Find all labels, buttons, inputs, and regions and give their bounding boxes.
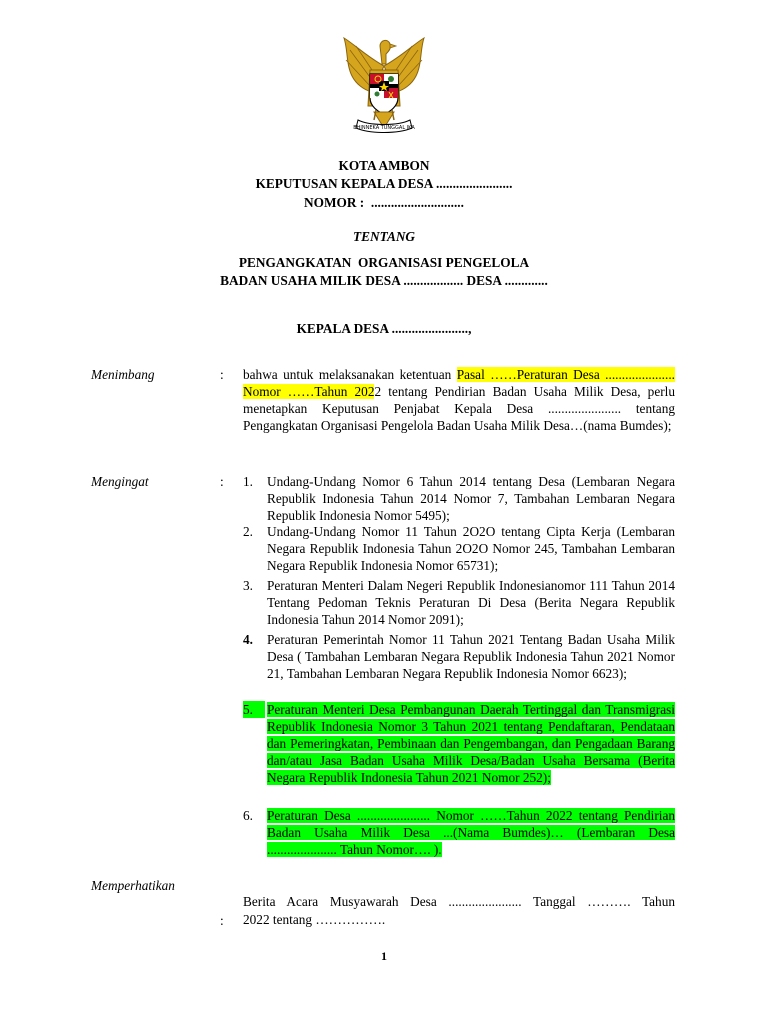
item-number: 3. bbox=[243, 578, 253, 593]
mengingat-label: Mengingat bbox=[91, 474, 149, 489]
subject-line-2: BADAN USAHA MILIK DESA .................. DESA ............. bbox=[220, 273, 548, 288]
decree-title: KEPUTUSAN KEPALA DESA ....................... bbox=[255, 176, 513, 191]
memperhatikan-colon: : bbox=[220, 913, 224, 928]
mengingat-colon: : bbox=[220, 474, 224, 489]
item-text: Peraturan Menteri Desa Pembangunan Daerah Tertinggal dan Transmigrasi Republik Indonesia Nomor 3 Tahun 2021 tentang Pendaftaran, Pendataan dan Pemeringkatan, Pembinaan dan Pengembangan, dan Pengadaan Barang dan/atau Jasa Badan Usaha Milik Desa/Badan Usaha Bersama (Berita Negara Republik Indonesia Tahun 2021 Nomor 252); bbox=[267, 702, 675, 785]
mengingat-item-4 bbox=[243, 631, 675, 682]
mengingat-item-3 bbox=[243, 577, 675, 628]
item-number: 1. bbox=[243, 474, 253, 489]
menimbang-text: bahwa untuk melaksanakan ketentuan Pasal ……Peraturan Desa ..................... Nomor ……Tahun 2022 tentang Pendirian Badan Usaha Milik Desa, perlu menetapkan Keputusan Penjabat Kepala Desa ...................... tentang Pengangkatan Organisasi Pengelola Badan Usaha Milik Desa…(nama Bumdes); bbox=[243, 367, 675, 433]
mengingat-item-5 bbox=[243, 701, 675, 786]
city-title: KOTA AMBON bbox=[338, 158, 430, 173]
mengingat-item-6 bbox=[243, 807, 675, 858]
memperhatikan-label: Memperhatikan bbox=[91, 878, 175, 893]
garuda-emblem bbox=[336, 36, 432, 140]
menimbang-label: Menimbang bbox=[91, 367, 155, 382]
item-text: Peraturan Desa ...................... Nomor ……Tahun 2022 tentang Pendirian Badan Usaha Milik Desa ...(Nama Bumdes)… (Lembaran Desa ..................... Tahun Nomor…. ). bbox=[267, 808, 675, 857]
item-text: Peraturan Menteri Dalam Negeri Republik Indonesianomor 111 Tahun 2014 Tentang Pedoman Teknis Peraturan Di Desa (Berita Negara Republik Indonesia Tahun 2014 Nomor 2091); bbox=[267, 578, 675, 627]
item-text: Undang-Undang Nomor 11 Tahun 2O2O tentang Cipta Kerja (Lembaran Negara Republik Indonesia Tahun 2O2O Nomor 245, Tambahan Lembaran Negara Republik Indonesia Nomor 65731); bbox=[267, 524, 675, 573]
emblem-motto: BHINNEKA TUNGGAL IKA bbox=[353, 125, 415, 131]
mengingat-item-1 bbox=[243, 473, 675, 524]
menimbang-highlight: Pasal ……Peraturan Desa ..................... Nomor ……Tahun 202 bbox=[243, 367, 675, 399]
subject-line-1: PENGANGKATAN ORGANISASI PENGELOLA bbox=[238, 255, 530, 270]
memperhatikan-line-2: 2022 tentang ……………. bbox=[243, 912, 386, 927]
mengingat-item-2 bbox=[243, 523, 675, 574]
decree-number: NOMOR : ............................ bbox=[304, 195, 464, 210]
item-number: 5. bbox=[243, 701, 265, 718]
item-number: 4. bbox=[243, 632, 253, 647]
item-text: Undang-Undang Nomor 6 Tahun 2014 tentang Desa (Lembaran Negara Republik Indonesia Tahun 2014 Nomor 7, Tambahan Lembaran Negara Republik Indonesia Nomor 5495); bbox=[267, 474, 675, 523]
memperhatikan-line-1: Berita Acara Musyawarah Desa ...................... Tanggal ………. Tahun bbox=[243, 894, 675, 909]
item-number: 2. bbox=[243, 524, 253, 539]
tentang-heading: TENTANG bbox=[352, 229, 416, 244]
item-number: 6. bbox=[243, 808, 253, 823]
menimbang-colon: : bbox=[220, 367, 224, 382]
item-text: Peraturan Pemerintah Nomor 11 Tahun 2021 Tentang Badan Usaha Milik Desa ( Tambahan Lembaran Negara Republik Indonesia Tahun 2021 Nomor 21, Tambahan Lembaran Negara Republik Indonesia Nomor 6623); bbox=[267, 632, 675, 681]
page-number: 1 bbox=[381, 949, 387, 963]
kepala-desa-heading: KEPALA DESA ......................., bbox=[296, 321, 472, 336]
